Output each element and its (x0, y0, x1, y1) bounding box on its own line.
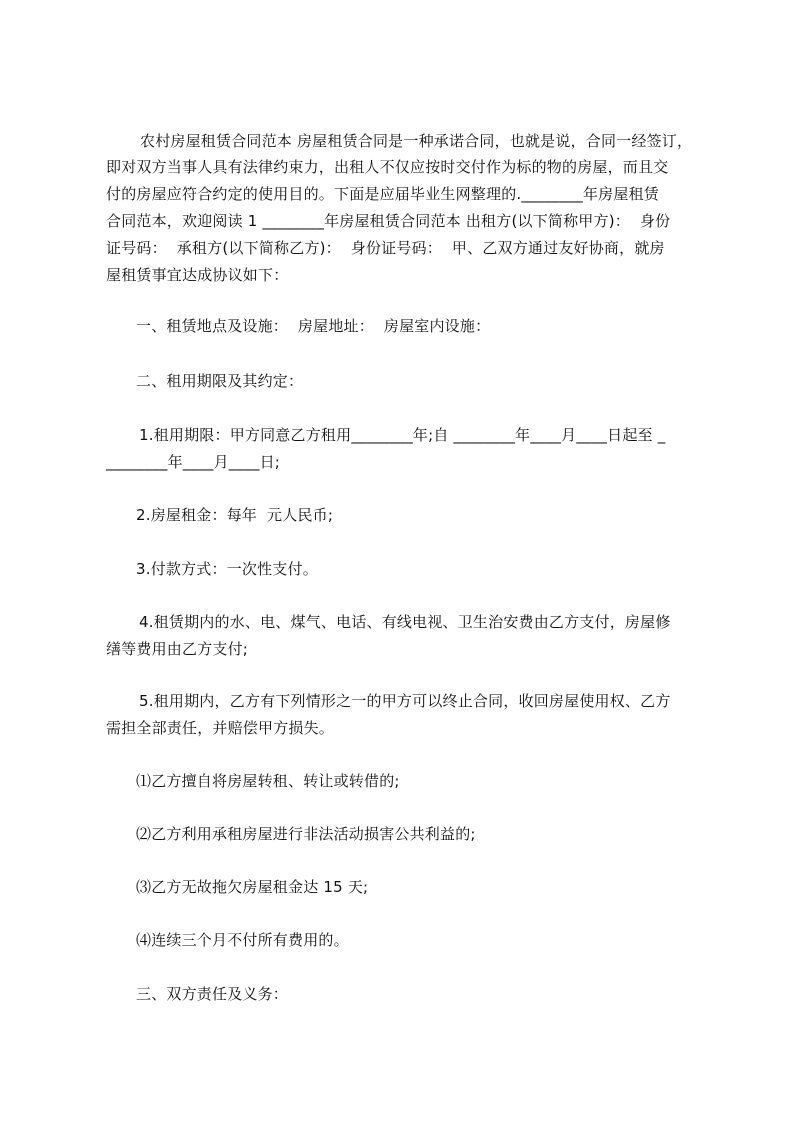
sub-clause-2: ⑵乙方利用承租房屋进行非法活动损害公共利益的; (136, 825, 476, 843)
intro-line-4: 合同范本，欢迎阅读 1 ________年房屋租赁合同范本 出租方(以下简称甲方)： 身份 (106, 212, 671, 230)
clause-4-line-2: 缮等费用由乙方支付; (106, 640, 249, 658)
section-3-heading: 三、双方责任及义务： (136, 985, 289, 1003)
section-1-heading: 一、租赁地点及设施： 房屋地址： 房屋室内设施： (136, 317, 491, 335)
section-2-heading: 二、租用期限及其约定： (136, 372, 304, 390)
intro-line-5: 证号码： 承租方(以下简称乙方)： 身份证号码： 甲、乙双方通过友好协商，就房 (106, 239, 665, 257)
intro-line-3: 付的房屋应符合约定的使用目的。下面是应届毕业生网整理的.________年房屋租赁 (106, 185, 659, 203)
intro-line-1: 农村房屋租赁合同范本 房屋租赁合同是一种承诺合同，也就是说，合同一经签订， (140, 132, 693, 150)
clause-5-line-2: 需担全部责任，并赔偿甲方损失。 (106, 719, 335, 737)
clause-1-line-1: 1.租用期限：甲方同意乙方租用________年;自 ________年____月____日起至 _ (139, 426, 666, 444)
sub-clause-3: ⑶乙方无故拖欠房屋租金达 15 天; (136, 878, 369, 896)
sub-clause-4: ⑷连续三个月不付所有费用的。 (136, 931, 349, 949)
intro-line-2: 即对双方当事人具有法律约束力，出租人不仅应按时交付作为标的物的房屋，而且交 (106, 158, 669, 176)
sub-clause-1: ⑴乙方擅自将房屋转租、转让或转借的; (136, 772, 400, 790)
clause-2: 2.房屋租金：每年 元人民币; (136, 506, 334, 524)
clause-3: 3.付款方式：一次性支付。 (136, 560, 318, 578)
clause-1-line-2: ________年____月____日; (106, 453, 281, 471)
clause-4-line-1: 4.租赁期内的水、电、煤气、电话、有线电视、卫生治安费由乙方支付，房屋修 (139, 613, 671, 631)
intro-line-6: 屋租赁事宜达成协议如下： (106, 266, 289, 284)
clause-5-line-1: 5.租用期内，乙方有下列情形之一的甲方可以终止合同，收回房屋使用权、乙方 (139, 692, 671, 710)
